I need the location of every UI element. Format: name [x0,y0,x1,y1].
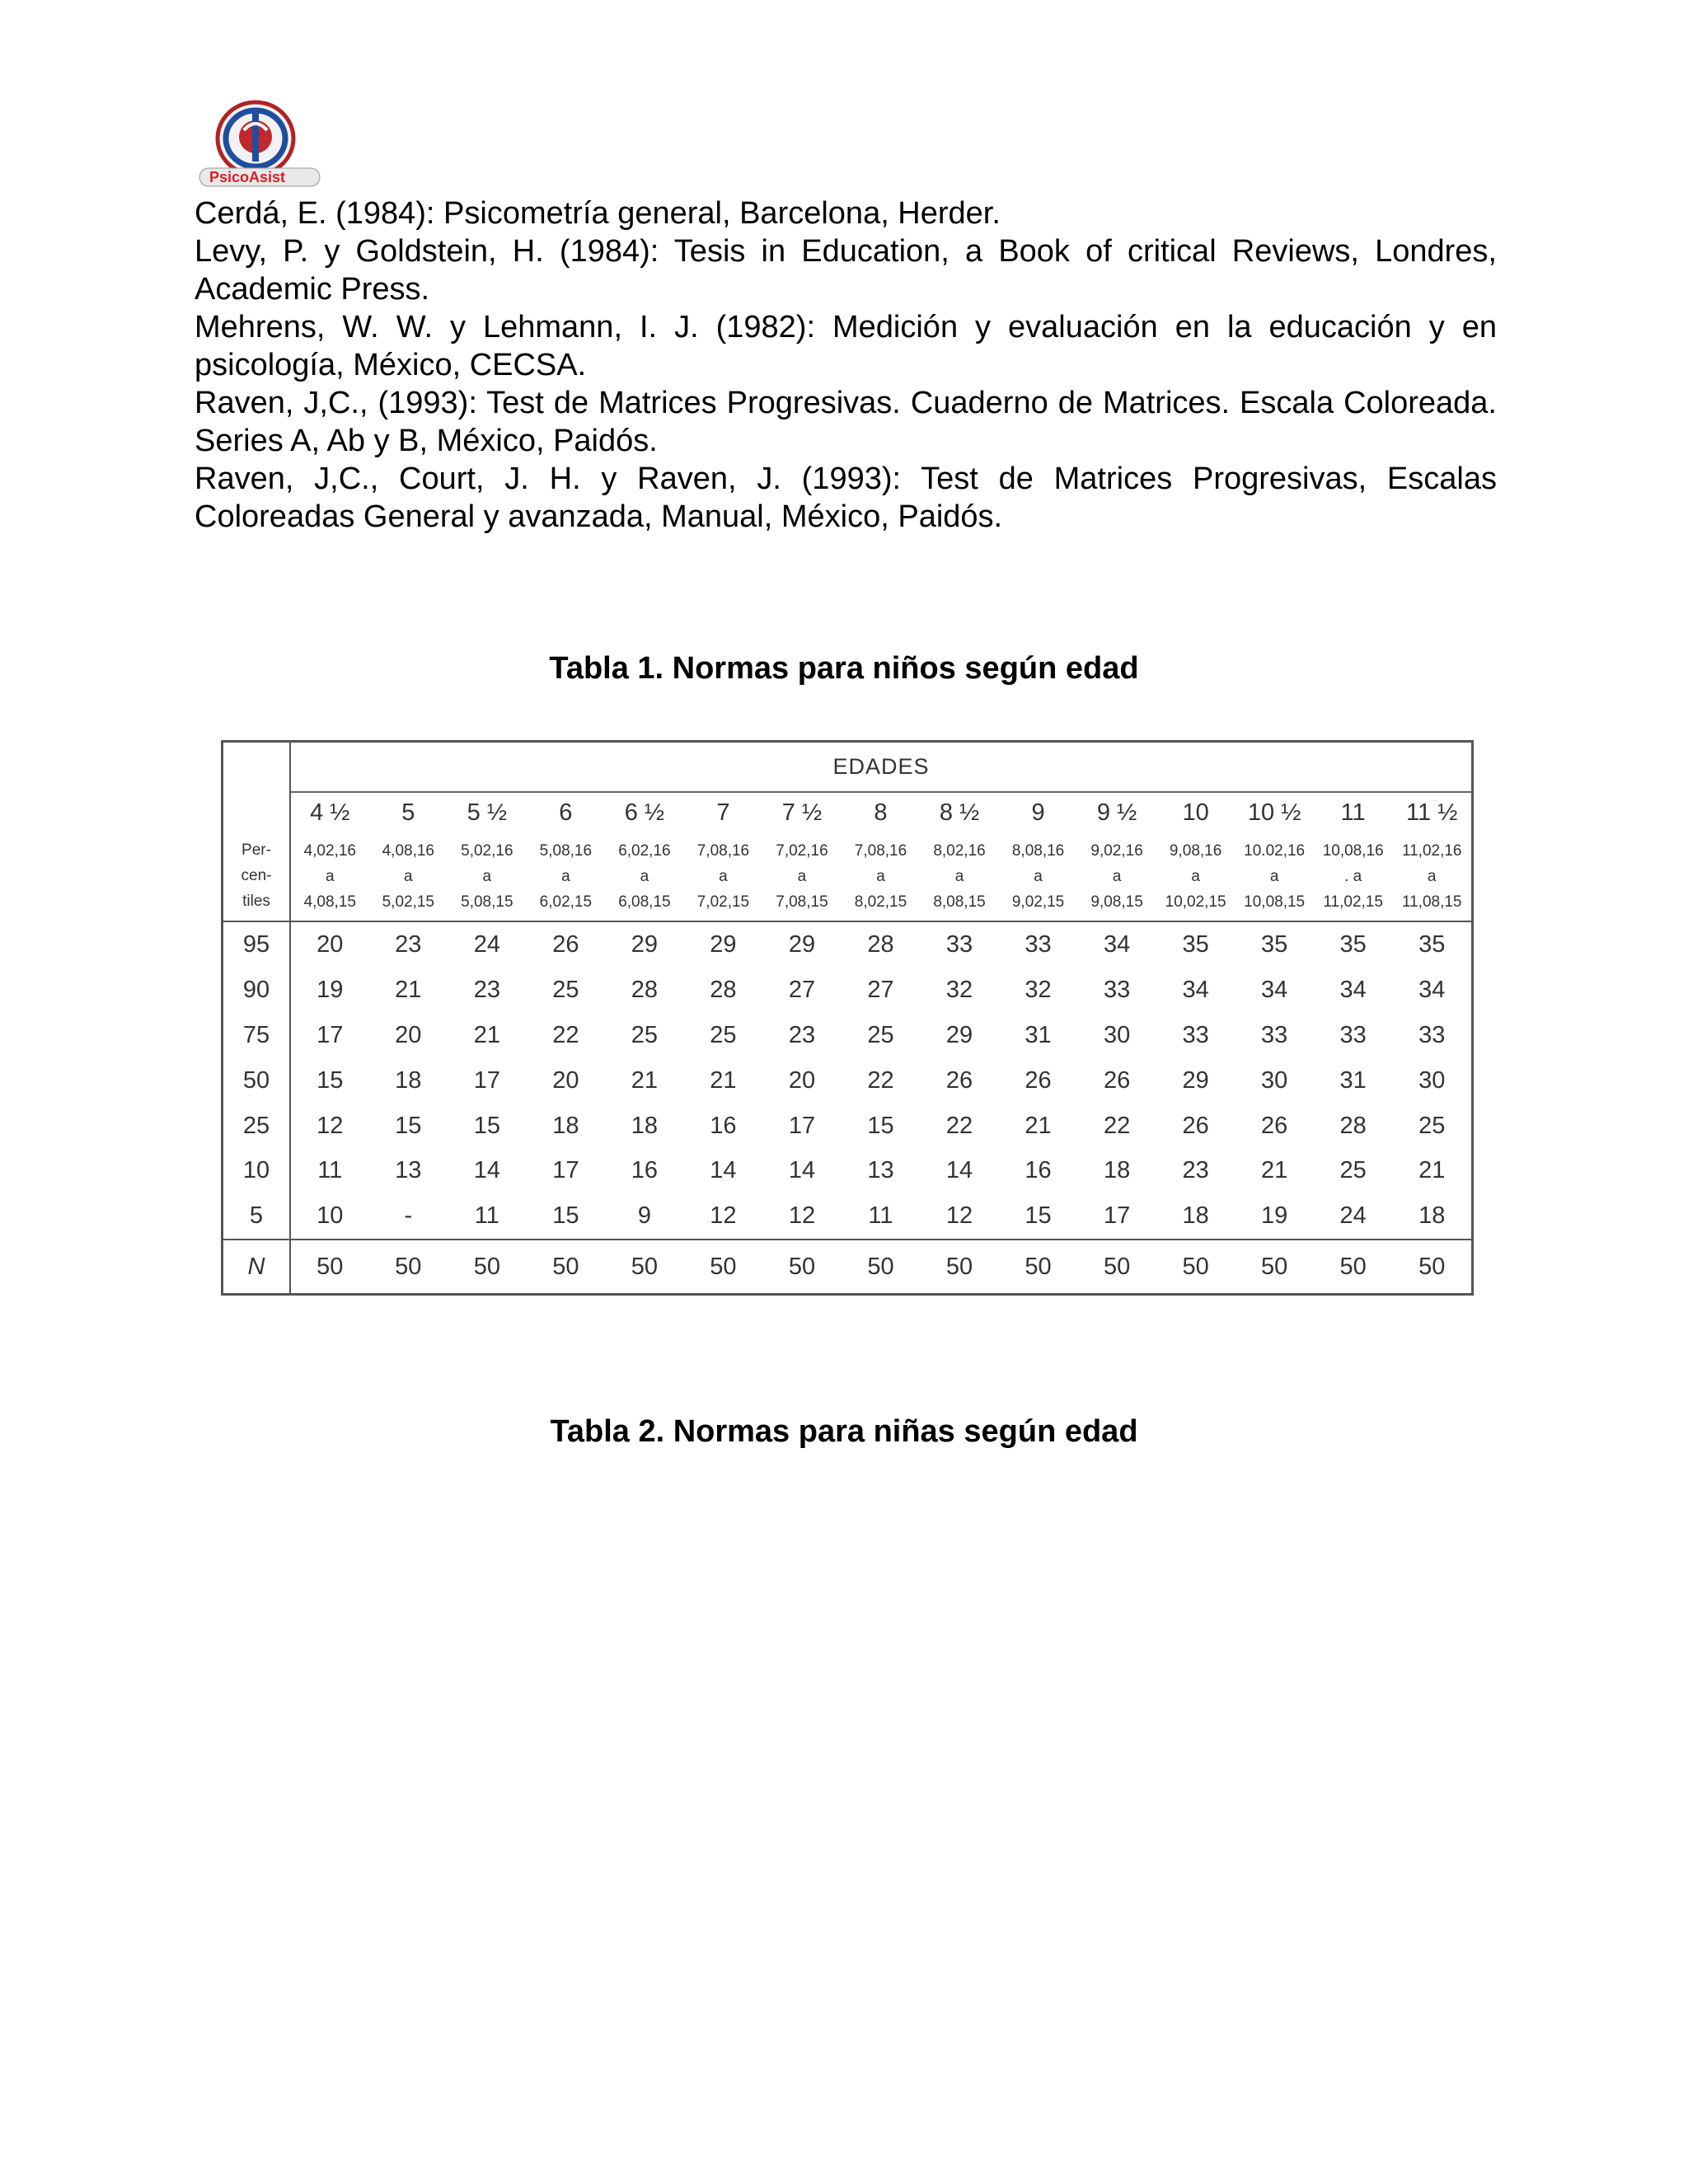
age-range-cell: 10,08,16 . a 11,02,15 [1314,833,1393,921]
age-header-cell: 11 [1340,799,1366,827]
score-cell: 25 [631,1021,659,1048]
score-cell: 25 [710,1021,737,1048]
n-value-cell: 50 [762,1240,842,1293]
reference-item: Raven, J,C., (1993): Test de Matrices Progresivas. Cuaderno de Matrices. Escala Coloreada. Series A, Ab y B, México, Paidós. [195,386,1497,458]
age-header-cell: 8 ½ [939,799,980,827]
n-value-cell: 50 [1392,1240,1471,1293]
n-value-cell: 50 [999,1240,1078,1293]
score-cell: 26 [1025,1066,1052,1094]
score-cell: 26 [1261,1112,1288,1139]
score-cell: 28 [1339,1112,1367,1139]
score-cell: 17 [473,1066,500,1094]
score-cell: 26 [552,930,579,958]
score-cell: 12 [316,1112,344,1139]
n-value-cell: 50 [1156,1240,1236,1293]
score-cell: 21 [1418,1157,1446,1184]
score-cell: 15 [395,1112,422,1139]
score-cell: 28 [710,976,737,1003]
age-header-cell: 5 [401,799,415,827]
score-cell: 35 [1182,930,1209,958]
reference-item: Mehrens, W. W. y Lehmann, I. J. (1982): Medición y evaluación en la educación y en psicología, México, CECSA. [195,310,1497,382]
age-header-cell: 5 ½ [467,799,508,827]
n-value-cell: 50 [290,1240,369,1293]
score-cell: 21 [1261,1157,1288,1184]
table1-caption: Tabla 1. Normas para niños según edad [549,651,1139,686]
score-cell: 23 [1182,1157,1209,1184]
score-cell: 15 [1025,1202,1052,1230]
score-cell: 11 [317,1157,343,1184]
score-cell: 35 [1261,930,1288,958]
score-cell: 23 [473,976,500,1003]
reference-list [195,194,1497,536]
reference-item: Cerdá, E. (1984): Psicometría general, Barcelona, Herder. [195,196,1001,231]
score-cell: 25 [552,976,579,1003]
score-cell: 13 [867,1157,894,1184]
n-value-cell: 50 [527,1240,606,1293]
score-cell: 34 [1103,930,1131,958]
age-range-cell: 7,08,16 a 7,02,15 [684,833,763,921]
score-cell: 33 [945,930,973,958]
score-cell: 18 [631,1112,659,1139]
score-cell: 33 [1418,1021,1446,1048]
score-cell: 16 [710,1112,737,1139]
score-cell: 20 [395,1021,422,1048]
score-cell: 25 [1418,1112,1446,1139]
score-cell: 16 [1025,1157,1052,1184]
table-row [223,921,1471,968]
score-cell: 11 [868,1202,893,1230]
percentile-header-cell: Per- cen- tiles [223,743,290,921]
score-cell: 21 [473,1021,500,1048]
score-cell: 15 [552,1202,579,1230]
svg-text:PsicoAsist: PsicoAsist [209,169,286,185]
n-value-cell: 50 [842,1240,921,1293]
score-cell: 13 [395,1157,422,1184]
score-cell: 17 [552,1157,579,1184]
score-cell: 17 [788,1112,816,1139]
percentile-cell: 25 [223,1104,290,1149]
table-row [223,968,1471,1013]
age-range-cell: 8,02,16 a 8,08,15 [920,833,999,921]
score-cell: 22 [867,1066,894,1094]
score-cell: 30 [1418,1066,1446,1094]
reference-item: Raven, J,C., Court, J. H. y Raven, J. (1993): Test de Matrices Progresivas, Escalas Coloreadas General y avanzada, Manual, México, Paidós. [195,462,1497,534]
score-cell: 29 [1182,1066,1209,1094]
age-header-cell: 4 ½ [310,799,350,827]
score-cell: 33 [1339,1021,1367,1048]
score-cell: 30 [1103,1021,1131,1048]
score-cell: 22 [945,1112,973,1139]
age-range-cell: 10.02,16 a 10,08,15 [1235,833,1314,921]
age-range-cell: 8,08,16 a 9,02,15 [999,833,1078,921]
age-range-cell: 4,02,16 a 4,08,15 [290,833,369,921]
score-cell: 32 [1025,976,1052,1003]
score-cell: 14 [710,1157,737,1184]
n-value-cell: 50 [1314,1240,1393,1293]
age-range-cell: 5,08,16 a 6,02,15 [527,833,606,921]
score-cell: 27 [788,976,816,1003]
age-range-cell: 7,08,16 a 8,02,15 [842,833,921,921]
n-label-cell: N [223,1240,290,1293]
score-cell: 30 [1261,1066,1288,1094]
age-range-cell: 5,02,16 a 5,08,15 [448,833,527,921]
age-header-cell: 11 ½ [1406,799,1458,827]
score-cell: 15 [473,1112,500,1139]
score-cell: 35 [1418,930,1446,958]
age-header-cell: 9 ½ [1096,799,1137,827]
age-range-cell: 4,08,16 a 5,02,15 [369,833,448,921]
score-cell: 34 [1182,976,1209,1003]
score-cell: 29 [631,930,659,958]
age-header-cell: 7 [716,799,730,827]
score-cell: 24 [473,930,500,958]
score-cell: 21 [710,1066,737,1094]
score-cell: 14 [788,1157,816,1184]
score-cell: 29 [788,930,816,958]
table-row [223,1013,1471,1058]
score-cell: 26 [1182,1112,1209,1139]
score-cell: 19 [1261,1202,1288,1230]
score-cell: 18 [1182,1202,1209,1230]
score-cell: 24 [1339,1202,1367,1230]
score-cell: 22 [1103,1112,1131,1139]
score-cell: 17 [1103,1202,1131,1230]
score-cell: 14 [945,1157,973,1184]
age-header-cell: 10 [1182,799,1209,827]
score-cell: 35 [1339,930,1367,958]
score-cell: 26 [945,1066,973,1094]
table-row [223,1193,1471,1240]
edades-header: EDADES [290,743,1471,792]
score-cell: 20 [552,1066,579,1094]
age-header-cell: 6 [559,799,573,827]
score-cell: 18 [395,1066,422,1094]
norms-table-boys [221,740,1474,1296]
score-cell: 15 [867,1112,894,1139]
score-cell: 34 [1418,976,1446,1003]
n-value-cell: 50 [448,1240,527,1293]
score-cell: 34 [1261,976,1288,1003]
score-cell: 15 [316,1066,344,1094]
percentile-cell: 50 [223,1058,290,1104]
score-cell: - [404,1202,413,1230]
score-cell: 17 [316,1021,344,1048]
score-cell: 31 [1339,1066,1367,1094]
reference-item: Levy, P. y Goldstein, H. (1984): Tesis in Education, a Book of critical Reviews, Londres, Academic Press. [195,234,1497,307]
percentile-cell: 75 [223,1013,290,1058]
score-cell: 10 [316,1202,344,1230]
score-cell: 21 [631,1066,659,1094]
age-header-cell: 9 [1031,799,1045,827]
score-cell: 14 [473,1157,500,1184]
score-cell: 16 [631,1157,659,1184]
score-cell: 9 [637,1202,651,1230]
score-cell: 12 [710,1202,737,1230]
score-cell: 28 [631,976,659,1003]
score-cell: 33 [1103,976,1131,1003]
age-header-cell: 6 ½ [624,799,665,827]
age-range-cell: 6,02,16 a 6,08,15 [605,833,684,921]
score-cell: 25 [867,1021,894,1048]
age-range-cell: 9,02,16 a 9,08,15 [1077,833,1156,921]
age-header-cell: 7 ½ [781,799,823,827]
score-cell: 25 [1339,1157,1367,1184]
score-cell: 34 [1339,976,1367,1003]
table-row [223,1148,1471,1193]
age-header-cell: 8 [874,799,888,827]
score-cell: 19 [316,976,344,1003]
n-value-cell: 50 [1235,1240,1314,1293]
score-cell: 22 [552,1021,579,1048]
age-range-cell: 11,02,16 a 11,08,15 [1392,833,1471,921]
score-cell: 33 [1261,1021,1288,1048]
score-cell: 12 [945,1202,973,1230]
score-cell: 23 [788,1021,816,1048]
psicoasist-logo [191,97,323,188]
n-value-cell: 50 [369,1240,448,1293]
percentile-cell: 95 [223,921,290,968]
percentile-cell: 10 [223,1148,290,1193]
score-cell: 33 [1182,1021,1209,1048]
score-cell: 28 [867,930,894,958]
score-cell: 18 [1418,1202,1446,1230]
age-range-cell: 7,02,16 a 7,08,15 [762,833,842,921]
score-cell: 33 [1025,930,1052,958]
table-row [223,1104,1471,1149]
score-cell: 21 [1025,1112,1052,1139]
percentile-cell: 5 [223,1193,290,1240]
score-cell: 20 [316,930,344,958]
table-row [223,1058,1471,1104]
n-value-cell: 50 [684,1240,763,1293]
score-cell: 32 [945,976,973,1003]
score-cell: 21 [395,976,422,1003]
score-cell: 23 [395,930,422,958]
n-value-cell: 50 [920,1240,999,1293]
score-cell: 26 [1103,1066,1131,1094]
percentile-cell: 90 [223,968,290,1013]
score-cell: 27 [867,976,894,1003]
score-cell: 11 [474,1202,499,1230]
score-cell: 18 [552,1112,579,1139]
score-cell: 31 [1025,1021,1052,1048]
score-cell: 18 [1103,1157,1131,1184]
age-header-cell: 10 ½ [1247,799,1301,827]
score-cell: 12 [788,1202,816,1230]
score-cell: 29 [945,1021,973,1048]
n-value-cell: 50 [605,1240,684,1293]
n-value-cell: 50 [1077,1240,1156,1293]
age-range-cell: 9,08,16 a 10,02,15 [1156,833,1236,921]
table2-caption: Tabla 2. Normas para niñas según edad [550,1414,1138,1449]
score-cell: 29 [710,930,737,958]
score-cell: 20 [788,1066,816,1094]
